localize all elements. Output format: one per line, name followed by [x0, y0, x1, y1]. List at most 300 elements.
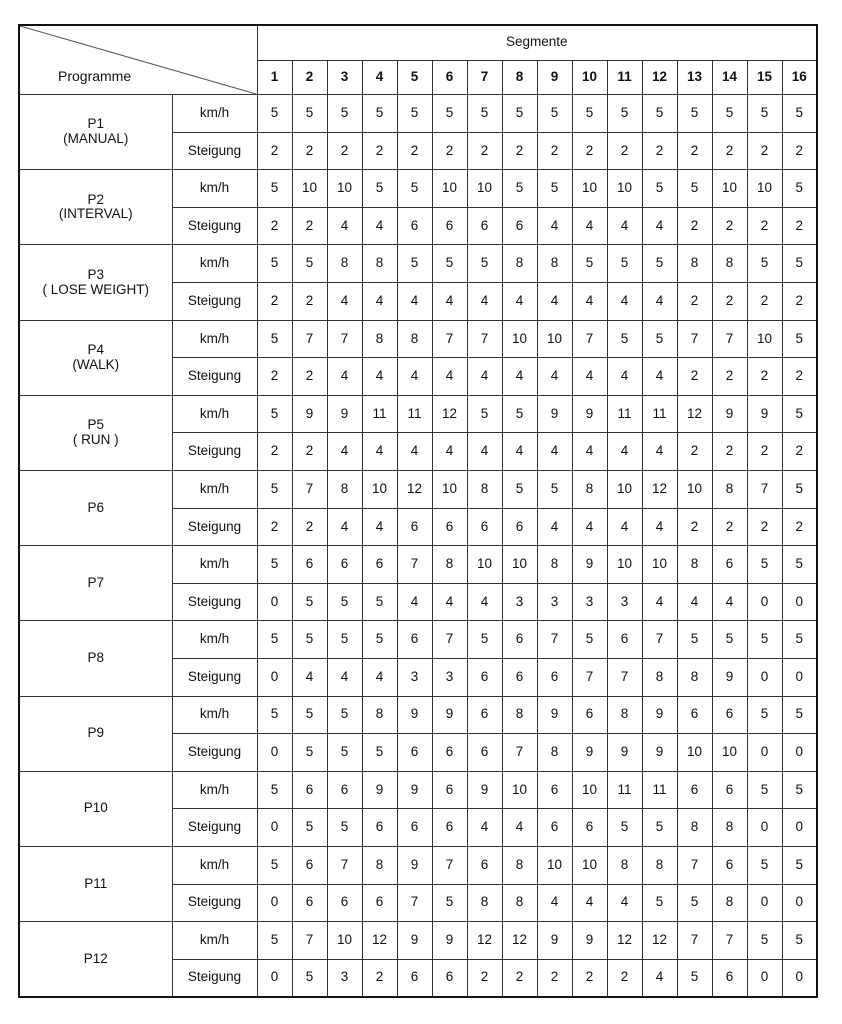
segment-value-cell: 6: [467, 734, 502, 772]
segment-value-cell: 5: [747, 621, 782, 659]
corner-diagonal-line: [20, 26, 257, 94]
segment-value-cell: 4: [467, 433, 502, 471]
segment-value-cell: 4: [642, 508, 677, 546]
program-name-cell: [19, 95, 172, 170]
segment-value-cell: 5: [712, 621, 747, 659]
segment-value-cell: 4: [607, 358, 642, 396]
program-data-row: [19, 922, 817, 960]
program-name-cell: [19, 922, 172, 997]
segment-value-cell: 5: [327, 696, 362, 734]
segment-value-cell: 10: [607, 546, 642, 584]
segment-value-cell: 5: [782, 771, 817, 809]
segment-number-header: 13: [677, 60, 712, 95]
segment-value-cell: 2: [292, 207, 327, 245]
segment-number-header: 11: [607, 60, 642, 95]
segment-value-cell: 8: [327, 245, 362, 283]
segment-value-cell: 5: [747, 846, 782, 884]
segment-value-cell: 2: [502, 132, 537, 170]
segment-value-cell: 8: [642, 659, 677, 697]
segment-value-cell: 5: [327, 621, 362, 659]
segment-value-cell: 4: [712, 583, 747, 621]
segment-value-cell: 0: [747, 884, 782, 922]
segment-value-cell: 2: [642, 132, 677, 170]
segment-value-cell: 9: [572, 734, 607, 772]
segment-value-cell: 10: [572, 846, 607, 884]
unit-label: km/h: [172, 471, 257, 509]
segment-value-cell: 10: [467, 170, 502, 208]
program-data-row: [19, 320, 817, 358]
segment-value-cell: 9: [327, 395, 362, 433]
segment-value-cell: 5: [607, 320, 642, 358]
segment-value-cell: 0: [257, 959, 292, 997]
segment-value-cell: 6: [502, 207, 537, 245]
program-name: P11: [84, 875, 108, 891]
segment-value-cell: 0: [747, 583, 782, 621]
segment-value-cell: 4: [432, 583, 467, 621]
program-name: P10: [83, 800, 108, 816]
segment-value-cell: 5: [257, 395, 292, 433]
segment-value-cell: 0: [257, 734, 292, 772]
segment-value-cell: 4: [502, 283, 537, 321]
segment-value-cell: 9: [642, 734, 677, 772]
unit-label: Steigung: [172, 809, 257, 847]
segment-value-cell: 8: [642, 846, 677, 884]
segment-value-cell: 10: [712, 170, 747, 208]
segment-value-cell: 5: [257, 95, 292, 133]
segment-value-cell: 12: [607, 922, 642, 960]
program-name-cell: [19, 395, 172, 470]
segment-number-header: 12: [642, 60, 677, 95]
segment-value-cell: 5: [292, 696, 327, 734]
segment-value-cell: 10: [327, 170, 362, 208]
segment-value-cell: 4: [432, 283, 467, 321]
segment-value-cell: 12: [677, 395, 712, 433]
segment-value-cell: 4: [607, 884, 642, 922]
segment-value-cell: 8: [537, 245, 572, 283]
segment-value-cell: 5: [782, 395, 817, 433]
unit-label: Steigung: [172, 433, 257, 471]
segment-value-cell: 5: [257, 245, 292, 283]
segment-value-cell: 5: [782, 546, 817, 584]
program-name-cell: [19, 170, 172, 245]
unit-label: Steigung: [172, 283, 257, 321]
program-data-row: [19, 696, 817, 734]
segment-value-cell: 4: [327, 358, 362, 396]
segment-value-cell: 5: [502, 170, 537, 208]
segment-value-cell: 0: [782, 809, 817, 847]
segment-value-cell: 3: [397, 659, 432, 697]
segment-value-cell: 5: [607, 95, 642, 133]
segment-value-cell: 3: [537, 583, 572, 621]
segment-number-header: 2: [292, 60, 327, 95]
segment-value-cell: 9: [397, 696, 432, 734]
segment-value-cell: 4: [572, 283, 607, 321]
segment-value-cell: 6: [502, 659, 537, 697]
segment-value-cell: 2: [292, 132, 327, 170]
program-name: P8: [87, 650, 104, 666]
segment-value-cell: 2: [747, 132, 782, 170]
segment-value-cell: 4: [572, 207, 607, 245]
segment-number-header: 5: [397, 60, 432, 95]
segment-number-header: 8: [502, 60, 537, 95]
segment-value-cell: 2: [467, 959, 502, 997]
segment-number-header: 9: [537, 60, 572, 95]
segment-value-cell: 2: [467, 132, 502, 170]
segment-value-cell: 4: [642, 433, 677, 471]
segment-value-cell: 9: [642, 696, 677, 734]
segment-value-cell: 10: [502, 320, 537, 358]
segment-value-cell: 6: [467, 207, 502, 245]
segment-value-cell: 0: [782, 884, 817, 922]
segment-value-cell: 9: [362, 771, 397, 809]
segment-value-cell: 10: [747, 170, 782, 208]
segment-value-cell: 8: [362, 245, 397, 283]
segment-value-cell: 6: [467, 659, 502, 697]
segment-value-cell: 11: [607, 771, 642, 809]
segment-value-cell: 4: [467, 358, 502, 396]
segment-value-cell: 7: [397, 884, 432, 922]
segment-value-cell: 5: [327, 583, 362, 621]
segment-value-cell: 5: [362, 621, 397, 659]
segment-number-header: 16: [782, 60, 817, 95]
segment-value-cell: 8: [432, 546, 467, 584]
segment-value-cell: 7: [327, 846, 362, 884]
program-name: P6: [87, 499, 104, 515]
segment-value-cell: 5: [782, 846, 817, 884]
segment-value-cell: 3: [607, 583, 642, 621]
segment-value-cell: 6: [327, 884, 362, 922]
segment-value-cell: 7: [642, 621, 677, 659]
segment-value-cell: 8: [362, 696, 397, 734]
segment-value-cell: 4: [327, 283, 362, 321]
segment-value-cell: 7: [502, 734, 537, 772]
segment-value-cell: 2: [712, 433, 747, 471]
segment-value-cell: 2: [677, 433, 712, 471]
segment-value-cell: 8: [677, 245, 712, 283]
segment-value-cell: 6: [712, 696, 747, 734]
segment-value-cell: 2: [397, 132, 432, 170]
segment-value-cell: 2: [782, 132, 817, 170]
segment-value-cell: 6: [432, 207, 467, 245]
segment-value-cell: 7: [572, 659, 607, 697]
segment-value-cell: 4: [607, 283, 642, 321]
segment-value-cell: 7: [292, 922, 327, 960]
segment-value-cell: 7: [607, 659, 642, 697]
program-name: P9: [87, 725, 104, 741]
program-name-cell: [19, 621, 172, 696]
segment-value-cell: 2: [292, 508, 327, 546]
segment-value-cell: 2: [537, 132, 572, 170]
program-data-row: [19, 95, 817, 133]
segment-value-cell: 10: [502, 771, 537, 809]
segment-value-cell: 10: [747, 320, 782, 358]
segment-value-cell: 0: [782, 583, 817, 621]
segment-value-cell: 2: [782, 508, 817, 546]
segment-value-cell: 5: [747, 95, 782, 133]
program-data-row: [19, 546, 817, 584]
segment-value-cell: 4: [362, 283, 397, 321]
segment-value-cell: 8: [467, 471, 502, 509]
segment-value-cell: 5: [677, 95, 712, 133]
segment-value-cell: 6: [397, 508, 432, 546]
segment-number-header: 1: [257, 60, 292, 95]
segment-value-cell: 5: [677, 621, 712, 659]
program-subtitle: ( LOSE WEIGHT): [42, 281, 149, 297]
segment-value-cell: 5: [677, 959, 712, 997]
segment-value-cell: 8: [362, 320, 397, 358]
segment-value-cell: 7: [432, 320, 467, 358]
segment-value-cell: 5: [782, 170, 817, 208]
segment-value-cell: 8: [572, 471, 607, 509]
unit-label: km/h: [172, 320, 257, 358]
segment-number-header: 3: [327, 60, 362, 95]
segment-value-cell: 4: [537, 433, 572, 471]
segment-value-cell: 5: [782, 621, 817, 659]
segment-value-cell: 4: [642, 583, 677, 621]
segment-value-cell: 2: [292, 433, 327, 471]
segment-value-cell: 2: [327, 132, 362, 170]
segment-value-cell: 10: [642, 546, 677, 584]
segment-value-cell: 2: [677, 132, 712, 170]
segment-value-cell: 9: [397, 922, 432, 960]
segment-value-cell: 10: [712, 734, 747, 772]
segment-value-cell: 2: [572, 132, 607, 170]
segment-value-cell: 5: [432, 245, 467, 283]
segment-value-cell: 10: [327, 922, 362, 960]
segment-number-header: 10: [572, 60, 607, 95]
segment-value-cell: 12: [467, 922, 502, 960]
segment-value-cell: 2: [677, 207, 712, 245]
unit-label: Steigung: [172, 132, 257, 170]
segment-value-cell: 6: [537, 771, 572, 809]
segment-value-cell: 2: [257, 433, 292, 471]
segment-value-cell: 4: [327, 659, 362, 697]
segment-value-cell: 5: [502, 395, 537, 433]
segment-value-cell: 8: [502, 884, 537, 922]
program-name-cell: [19, 245, 172, 320]
segment-value-cell: 4: [362, 207, 397, 245]
segment-value-cell: 2: [782, 358, 817, 396]
segment-value-cell: 4: [362, 433, 397, 471]
segment-value-cell: 5: [537, 95, 572, 133]
segment-value-cell: 5: [642, 809, 677, 847]
segment-value-cell: 2: [782, 433, 817, 471]
segment-value-cell: 7: [292, 471, 327, 509]
segment-value-cell: 8: [362, 846, 397, 884]
segment-value-cell: 5: [642, 170, 677, 208]
segment-value-cell: 2: [432, 132, 467, 170]
segment-value-cell: 6: [712, 546, 747, 584]
segment-value-cell: 6: [432, 508, 467, 546]
segment-number-header: 4: [362, 60, 397, 95]
segment-value-cell: 5: [782, 922, 817, 960]
segment-value-cell: 7: [467, 320, 502, 358]
segment-value-cell: 4: [572, 508, 607, 546]
segment-value-cell: 4: [362, 659, 397, 697]
segment-value-cell: 7: [292, 320, 327, 358]
segment-value-cell: 5: [362, 583, 397, 621]
segment-value-cell: 4: [607, 207, 642, 245]
segment-value-cell: 7: [327, 320, 362, 358]
segment-value-cell: 5: [397, 170, 432, 208]
segment-value-cell: 9: [712, 395, 747, 433]
segment-value-cell: 4: [607, 433, 642, 471]
segment-value-cell: 7: [677, 922, 712, 960]
segment-value-cell: 5: [572, 95, 607, 133]
program-subtitle: (INTERVAL): [58, 206, 133, 222]
segment-value-cell: 6: [712, 959, 747, 997]
segment-value-cell: 7: [677, 846, 712, 884]
segment-value-cell: 2: [712, 132, 747, 170]
program-data-row: [19, 245, 817, 283]
program-name-cell: [19, 546, 172, 621]
segment-value-cell: 2: [257, 283, 292, 321]
segment-value-cell: 4: [502, 358, 537, 396]
segment-value-cell: 5: [607, 809, 642, 847]
program-data-row: [19, 621, 817, 659]
segment-value-cell: 8: [537, 546, 572, 584]
segment-value-cell: 2: [782, 283, 817, 321]
segment-value-cell: 2: [677, 358, 712, 396]
segment-value-cell: 10: [432, 170, 467, 208]
segment-value-cell: 5: [257, 170, 292, 208]
segment-value-cell: 5: [292, 959, 327, 997]
segment-value-cell: 8: [502, 846, 537, 884]
unit-label: Steigung: [172, 207, 257, 245]
segment-value-cell: 8: [712, 471, 747, 509]
segment-value-cell: 5: [432, 884, 467, 922]
program-data-row: [19, 395, 817, 433]
segment-value-cell: 8: [397, 320, 432, 358]
program-name-cell: [19, 771, 172, 846]
segment-value-cell: 8: [327, 471, 362, 509]
unit-label: Steigung: [172, 508, 257, 546]
segment-value-cell: 4: [572, 884, 607, 922]
segment-value-cell: 11: [397, 395, 432, 433]
segment-value-cell: 6: [292, 846, 327, 884]
segment-value-cell: 9: [572, 395, 607, 433]
program-data-row: [19, 771, 817, 809]
segment-value-cell: 4: [537, 884, 572, 922]
segment-value-cell: 5: [292, 583, 327, 621]
segment-value-cell: 5: [292, 245, 327, 283]
programme-label: Programme: [58, 67, 132, 84]
segment-value-cell: 7: [537, 621, 572, 659]
segment-value-cell: 6: [537, 659, 572, 697]
unit-label: Steigung: [172, 358, 257, 396]
segment-value-cell: 0: [747, 734, 782, 772]
segment-value-cell: 6: [397, 621, 432, 659]
program-name-cell: [19, 471, 172, 546]
program-name-cell: [19, 696, 172, 771]
unit-label: Steigung: [172, 734, 257, 772]
program-subtitle: ( RUN ): [72, 431, 119, 447]
segment-value-cell: 9: [607, 734, 642, 772]
program-name: P2: [87, 191, 104, 207]
segment-value-cell: 5: [747, 245, 782, 283]
segment-value-cell: 5: [642, 95, 677, 133]
segment-value-cell: 5: [432, 95, 467, 133]
segment-value-cell: 6: [467, 508, 502, 546]
segment-value-cell: 4: [572, 358, 607, 396]
segment-value-cell: 5: [257, 922, 292, 960]
segment-value-cell: 5: [292, 95, 327, 133]
segment-value-cell: 9: [397, 846, 432, 884]
segment-value-cell: 6: [712, 771, 747, 809]
segment-value-cell: 8: [607, 846, 642, 884]
segment-value-cell: 2: [537, 959, 572, 997]
segment-value-cell: 6: [467, 696, 502, 734]
segment-value-cell: 5: [747, 922, 782, 960]
segment-value-cell: 8: [677, 809, 712, 847]
segment-value-cell: 6: [397, 734, 432, 772]
corner-header-cell: [19, 25, 257, 95]
segment-value-cell: 5: [572, 245, 607, 283]
program-name: P7: [87, 574, 104, 590]
unit-label: km/h: [172, 170, 257, 208]
segment-value-cell: 4: [537, 207, 572, 245]
segment-value-cell: 8: [712, 884, 747, 922]
segment-value-cell: 4: [292, 659, 327, 697]
segment-value-cell: 6: [362, 809, 397, 847]
segment-value-cell: 12: [642, 922, 677, 960]
segment-value-cell: 3: [502, 583, 537, 621]
segment-value-cell: 2: [712, 358, 747, 396]
segment-number-header: 6: [432, 60, 467, 95]
segment-value-cell: 4: [432, 433, 467, 471]
segment-value-cell: 3: [432, 659, 467, 697]
unit-label: km/h: [172, 696, 257, 734]
segment-value-cell: 10: [607, 170, 642, 208]
segment-value-cell: 4: [537, 358, 572, 396]
segment-value-cell: 0: [782, 959, 817, 997]
segment-value-cell: 4: [397, 583, 432, 621]
program-table: [18, 24, 818, 998]
segment-value-cell: 12: [397, 471, 432, 509]
segment-value-cell: 8: [537, 734, 572, 772]
segment-value-cell: 10: [677, 734, 712, 772]
segment-value-cell: 0: [747, 809, 782, 847]
segment-value-cell: 0: [782, 734, 817, 772]
program-data-row: [19, 170, 817, 208]
segment-value-cell: 2: [257, 207, 292, 245]
program-name: P3: [87, 266, 104, 282]
segment-value-cell: 9: [537, 696, 572, 734]
segment-value-cell: 7: [432, 846, 467, 884]
segment-value-cell: 2: [257, 358, 292, 396]
segment-value-cell: 6: [292, 546, 327, 584]
segment-value-cell: 2: [747, 207, 782, 245]
segment-value-cell: 4: [467, 283, 502, 321]
program-name-cell: [19, 846, 172, 921]
segment-value-cell: 5: [397, 245, 432, 283]
segment-value-cell: 6: [677, 696, 712, 734]
segment-value-cell: 2: [782, 207, 817, 245]
segment-value-cell: 6: [572, 696, 607, 734]
segment-value-cell: 0: [747, 959, 782, 997]
segment-value-cell: 2: [747, 433, 782, 471]
segment-value-cell: 12: [502, 922, 537, 960]
unit-label: km/h: [172, 395, 257, 433]
segment-value-cell: 2: [257, 132, 292, 170]
segment-value-cell: 5: [362, 170, 397, 208]
segment-value-cell: 6: [362, 546, 397, 584]
segment-value-cell: 7: [712, 922, 747, 960]
segment-value-cell: 9: [537, 395, 572, 433]
segment-value-cell: 3: [572, 583, 607, 621]
segment-value-cell: 2: [292, 283, 327, 321]
segment-value-cell: 4: [362, 358, 397, 396]
